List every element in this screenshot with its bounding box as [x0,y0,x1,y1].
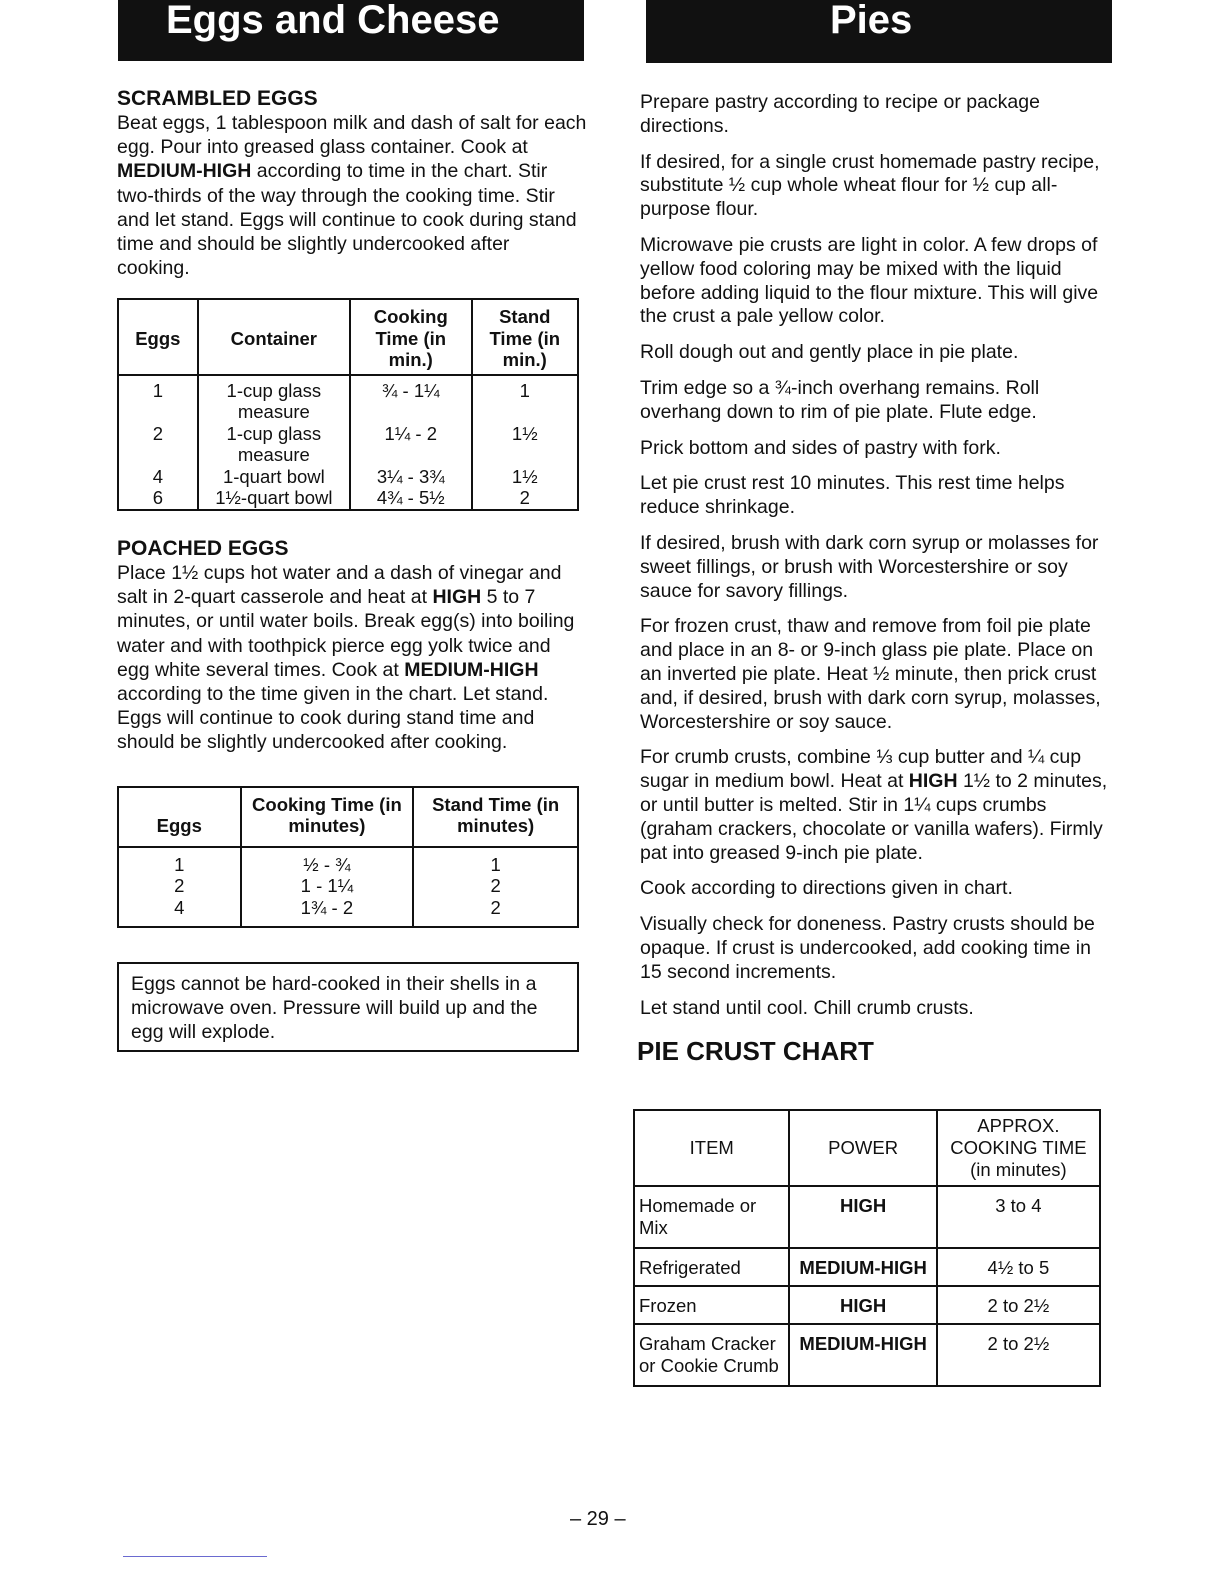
table-header-row [118,787,578,847]
table-row [634,1186,1100,1248]
table-cell: Graham Cracker or Cookie Crumb [634,1324,789,1386]
pie-paragraph: For crumb crusts, combine ⅓ cup butter and ¼ cup sugar in medium bowl. Heat at HIGH 1½ to 2 minutes, or until butter is melted. Stir in 1¼ cups crumbs (graham crackers, chocolate or vanilla wafers). Firmly pat into greased 9-inch pie plate. [640,746,1108,864]
table-row [634,1248,1100,1286]
table-header: Eggs [118,787,241,847]
pie-crust-table [633,1109,1101,1387]
table-cell: Frozen [634,1286,789,1324]
table-cell: 1 [413,847,578,876]
table-cell: 2 to 2½ [937,1324,1100,1386]
table-cell: Homemade or Mix [634,1186,789,1248]
table-cell: HIGH [789,1186,936,1248]
table-cell: 1½-quart bowl [198,487,350,510]
table-cell: 1 [472,375,578,423]
scrambled-eggs-instructions: Beat eggs, 1 tablespoon milk and dash of salt for each egg. Pour into greased glass container. Cook at MEDIUM-HIGH according to time in the chart. Stir two-thirds of the way through the cooking time. Stir and let stand. Eggs will continue to cook during stand time and should be slightly undercooked after cooking. [117,112,587,280]
table-row [118,897,578,928]
table-row [118,375,578,423]
section-banner-pies [646,0,1112,63]
pie-crust-chart-heading: PIE CRUST CHART [637,1036,874,1067]
table-cell: 2 [118,423,198,466]
table-row [118,875,578,897]
pie-paragraph: Prepare pastry according to recipe or package directions. [640,91,1040,137]
table-cell: 2 to 2½ [937,1286,1100,1324]
table-cell: 1¾ - 2 [241,897,414,928]
pie-paragraph: Roll dough out and gently place in pie plate. [640,341,1019,364]
table-cell: 3 to 4 [937,1186,1100,1248]
page-number: – 29 – [570,1508,626,1530]
table-cell: 4½ to 5 [937,1248,1100,1286]
pie-paragraph: Cook according to directions given in chart. [640,877,1013,900]
eggs-cheese-column [117,87,587,1052]
pie-paragraph: For frozen crust, thaw and remove from foil pie plate and place in an 8- or 9-inch glass pie plate. Place on an inverted pie plate. Heat ½ minute, then prick crust and, if desired, brush with dark corn syrup, molasses, Worcestershire or soy sauce. [640,615,1101,733]
table-cell: 1½ [472,466,578,488]
banner-title: Pies [830,0,913,42]
table-row [118,487,578,510]
table-cell: Refrigerated [634,1248,789,1286]
table-header-row [634,1110,1100,1186]
table-cell: 1-quart bowl [198,466,350,488]
poached-eggs-table [117,786,579,929]
pie-paragraph: Prick bottom and sides of pastry with fork. [640,436,1001,459]
table-cell: MEDIUM-HIGH [789,1248,936,1286]
table-cell: 2 [413,875,578,897]
section-banner-eggs-cheese [118,0,584,61]
table-cell: 6 [118,487,198,510]
pies-column [637,91,1110,1067]
table-row [634,1286,1100,1324]
table-cell: 1 [118,375,198,423]
table-cell: MEDIUM-HIGH [789,1324,936,1386]
table-header: Eggs [118,299,198,375]
banner-title: Eggs and Cheese [166,0,500,42]
table-cell: HIGH [789,1286,936,1324]
table-header: Container [198,299,350,375]
scrambled-eggs-heading: SCRAMBLED EGGS [117,87,318,110]
pie-paragraph: If desired, brush with dark corn syrup or molasses for sweet fillings, or brush with Worcestershire or soy sauce for savory fillings. [640,531,1099,602]
table-cell: 2 [413,897,578,928]
table-cell: 1½ [472,423,578,466]
pie-paragraph: If desired, for a single crust homemade pastry recipe, substitute ½ cup whole wheat flour for ½ cup all-purpose flour. [640,150,1100,221]
table-cell: 4 [118,897,241,928]
table-header: APPROX. COOKING TIME (in minutes) [937,1110,1100,1186]
table-row [118,466,578,488]
table-header-row [118,299,578,375]
table-cell: 4 [118,466,198,488]
table-cell: 3¼ - 3¾ [350,466,472,488]
table-cell: ½ - ¾ [241,847,414,876]
table-cell: 4¾ - 5½ [350,487,472,510]
table-cell: 1-cup glass measure [198,375,350,423]
table-row [118,847,578,876]
table-row [634,1324,1100,1386]
table-header: Stand Time (in minutes) [413,787,578,847]
pie-paragraph: Visually check for doneness. Pastry crusts should be opaque. If crust is undercooked, add cooking time in 15 second increments. [640,913,1095,983]
table-cell: ¾ - 1¼ [350,375,472,423]
table-cell: 2 [118,875,241,897]
table-header: POWER [789,1110,936,1186]
table-header: Cooking Time (in min.) [350,299,472,375]
warning-box [117,962,579,1052]
footer-rule [123,1556,267,1557]
table-cell: 1 - 1¼ [241,875,414,897]
table-cell: 1 [118,847,241,876]
table-header: ITEM [634,1110,789,1186]
scrambled-eggs-table [117,298,579,511]
table-row [118,423,578,466]
pie-paragraph: Microwave pie crusts are light in color. A few drops of yellow food coloring may be mixed with the liquid before adding liquid to the flour mixture. This will give the crust a pale yellow color. [640,233,1099,328]
poached-eggs-instructions: Place 1½ cups hot water and a dash of vinegar and salt in 2-quart casserole and heat at HIGH 5 to 7 minutes, or until water boils. Break egg(s) into boiling water and with toothpick pierce egg yolk twice and egg white several times. Cook at MEDIUM-HIGH according to the time given in the chart. Let stand. Eggs will continue to cook during stand time and should be slightly undercooked after cooking. [117,561,575,754]
table-header: Stand Time (in min.) [472,299,578,375]
table-cell: 1¼ - 2 [350,423,472,466]
pie-paragraph: Trim edge so a ¾-inch overhang remains. Roll overhang down to rim of pie plate. Flute edge. [640,376,1040,423]
table-header: Cooking Time (in minutes) [241,787,414,847]
warning-text: Eggs cannot be hard-cooked in their shells in a microwave oven. Pressure will build up and the egg will explode. [131,973,538,1044]
table-cell: 1-cup glass measure [198,423,350,466]
pie-paragraph: Let stand until cool. Chill crumb crusts. [640,996,974,1019]
pie-paragraph: Let pie crust rest 10 minutes. This rest time helps reduce shrinkage. [640,472,1065,519]
poached-eggs-heading: POACHED EGGS [117,536,289,560]
table-cell: 2 [472,487,578,510]
